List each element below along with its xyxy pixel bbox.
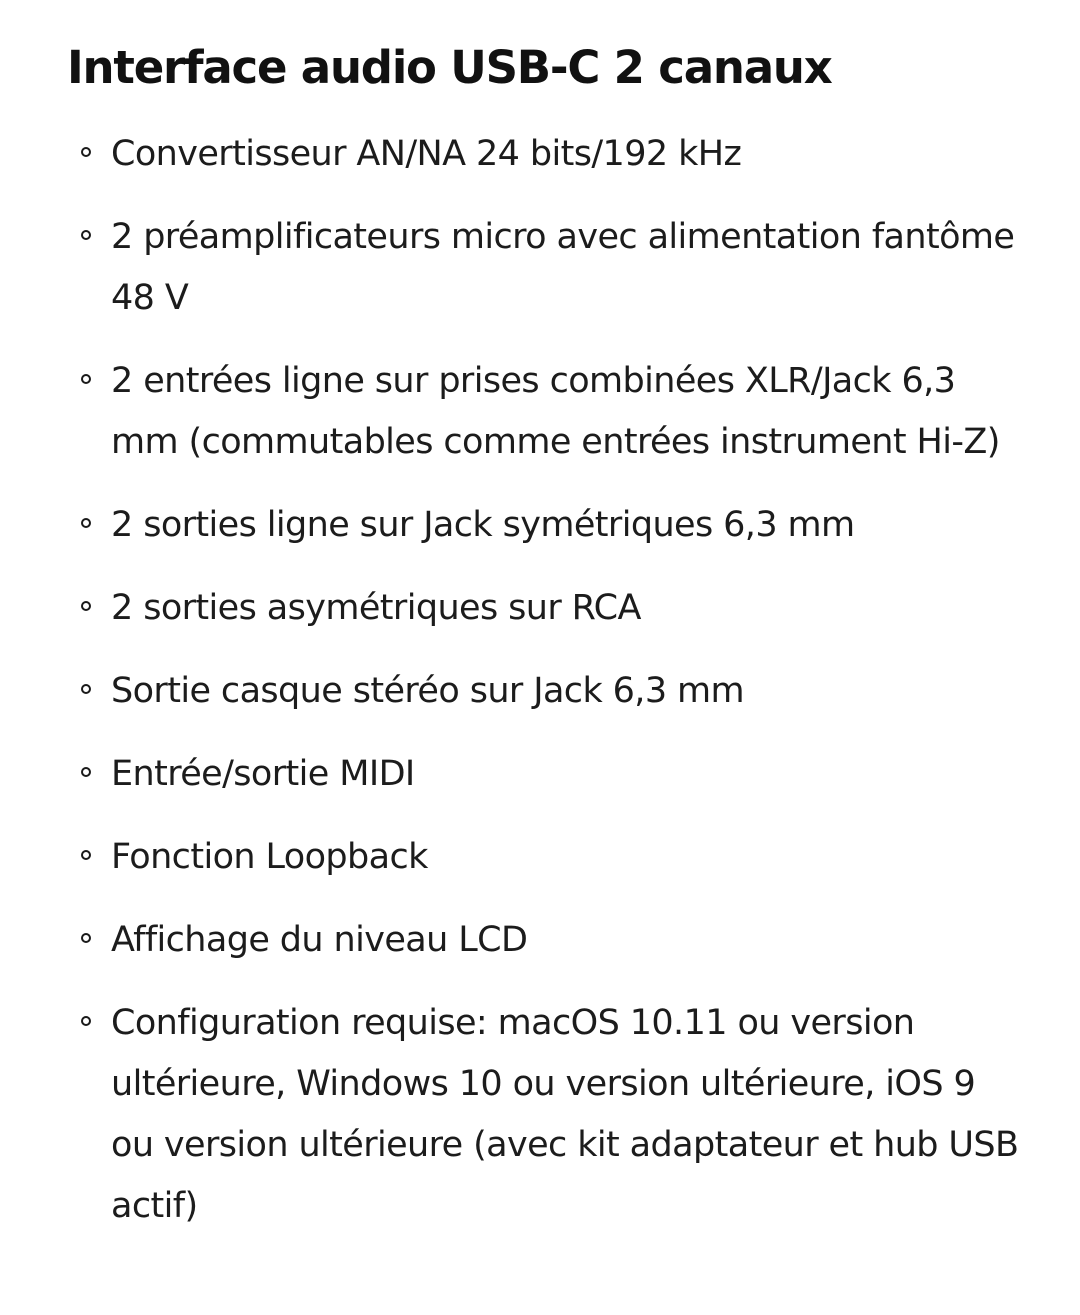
list-item [67,495,1027,556]
bullet-circle-icon [81,147,91,157]
feature-text: 2 sorties asymétriques sur RCA [111,588,641,628]
list-item [67,661,1027,722]
bullet-circle-icon [81,684,91,694]
feature-text: Configuration requise: macOS 10.11 ou version ultérieure, Windows 10 ou version ultérieure, iOS 9 ou version ultérieure (avec kit adaptateur et hub USB actif) [111,1003,1019,1226]
list-item [67,351,1027,473]
bullet-circle-icon [81,767,91,777]
feature-text: Fonction Loopback [111,837,428,877]
bullet-circle-icon [81,850,91,860]
feature-text: Convertisseur AN/NA 24 bits/192 kHz [111,134,742,174]
page-title: Interface audio USB-C 2 canaux [67,41,832,94]
list-item [67,827,1027,888]
feature-text: 2 préamplificateurs micro avec alimentation fantôme 48 V [111,217,1015,318]
list-item [67,207,1027,329]
list-item [67,124,1027,185]
bullet-circle-icon [81,1016,91,1026]
bullet-circle-icon [81,601,91,611]
feature-text: Affichage du niveau LCD [111,920,528,960]
feature-text: 2 sorties ligne sur Jack symétriques 6,3 mm [111,505,855,545]
bullet-circle-icon [81,230,91,240]
list-item [67,910,1027,971]
list-item [67,993,1027,1237]
feature-list [67,124,1027,1259]
bullet-circle-icon [81,933,91,943]
feature-text: Entrée/sortie MIDI [111,754,415,794]
feature-text: Sortie casque stéréo sur Jack 6,3 mm [111,671,745,711]
bullet-circle-icon [81,518,91,528]
list-item [67,744,1027,805]
product-features-section [67,38,1027,1226]
list-item [67,578,1027,639]
bullet-circle-icon [81,374,91,384]
feature-text: 2 entrées ligne sur prises combinées XLR/Jack 6,3 mm (commutables comme entrées instrument Hi-Z) [111,361,1000,462]
